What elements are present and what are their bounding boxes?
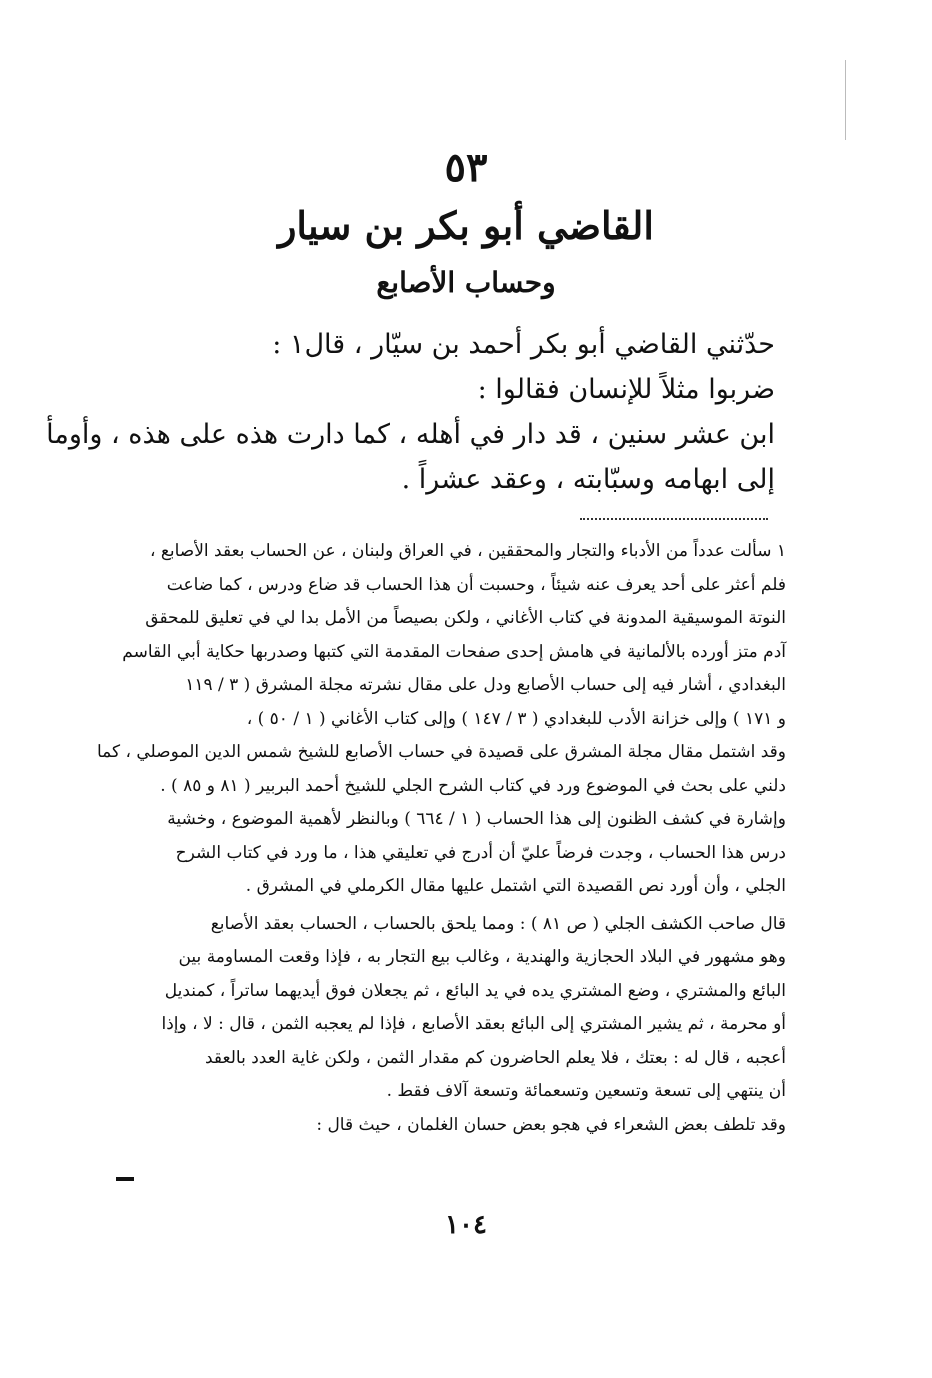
footnote-line: ١ سألت عدداً من الأدباء والتجار والمحققين ، في العراق ولبنان ، عن الحساب بعقد الأصابع ، (149, 541, 786, 561)
footnote-line: آدم متز أورده بالألمانية في هامش إحدى صفحات المقدمة التي كتبها وصدربها حكاية أبي القاسم (122, 641, 786, 662)
footnote-line: وإشارة في كشف الظنون إلى هذا الحساب ( ١ / ٦٦٤ ) وبالنظر لأهمية الموضوع ، وخشية (167, 809, 786, 829)
main-text (46, 322, 775, 502)
footnote-line: وهو مشهور في البلاد الحجازية والهندية ، وغالب بيع التجار به ، فإذا وقعت المساومة بين (178, 947, 786, 967)
footnote-line: فلم أعثر على أحد يعرف عنه شيئاً ، وحسبت أن هذا الحساب قد ضاع ودرس ، كما ضاعت (166, 574, 786, 595)
footnote-line: البائع والمشتري ، وضع المشتري يده في يد البائع ، ثم يجعلان فوق أيديهما ساتراً ، كمنديل (164, 980, 786, 1001)
footnote-line: قال صاحب الكشف الجلي ( ص ٨١ ) : ومما يلحق بالحساب ، الحساب بعقد الأصابع (210, 913, 786, 934)
page-number: ١٠٤ (445, 1210, 487, 1240)
footnote-divider (580, 518, 768, 520)
body-line: ابن عشر سنين ، قد دار في أهله ، كما دارت هذه على هذه ، وأومأ (46, 419, 775, 450)
margin-mark (845, 60, 846, 140)
footnote-line: أعجبه ، قال له : بعتك ، فلا يعلم الحاضرون كم مقدار الثمن ، ولكن غاية العدد بالعقد (204, 1047, 786, 1068)
footnotes (96, 535, 786, 1142)
footnote-line: درس هذا الحساب ، وجدت فرضاً عليّ أن أدرج في تعليقي هذا ، ما ورد في كتاب الشرح (175, 842, 786, 863)
footnote-line: البغدادي ، أشار فيه إلى حساب الأصابع ودل على مقال نشرته مجلة المشرق ( ٣ / ١١٩ (185, 675, 786, 695)
body-line: ضربوا مثلاً للإنسان فقالوا : (477, 374, 775, 405)
footnote-line: النوتة الموسيقية المدونة في كتاب الأغاني ، ولكن بصيصاً من الأمل بدا لي في تعليق للمحقق (145, 608, 786, 628)
footnote-line: وقد اشتمل مقال مجلة المشرق على قصيدة في حساب الأصابع للشيخ شمس الدين الموصلي ، كما (96, 742, 786, 762)
footnote-line: وقد تلطف بعض الشعراء في هجو بعض حسان الغلمان ، حيث قال : (316, 1114, 786, 1135)
footnote-line: أن ينتهي إلى تسعة وتسعين وتسعمائة وتسعة آلاف فقط . (386, 1081, 786, 1101)
body-line: حدّثني القاضي أبو بكر أحمد بن سيّار ، قال١ : (272, 329, 775, 360)
chapter-subtitle: وحساب الأصابع (376, 266, 556, 299)
footnote-line: أو محرمة ، ثم يشير المشتري إلى البائع بعقد الأصابع ، فإذا لم يعجبه الثمن ، قال : لا ، وإذا (161, 1014, 786, 1034)
footnote-line: الجلي ، وأن أورد نص القصيدة التي اشتمل عليها مقال الكرملي في المشرق . (245, 876, 786, 896)
footnote-line: و ١٧١ ) وإلى خزانة الأدب للبغدادي ( ٣ / ١٤٧ ) وإلى كتاب الأغاني ( ١ / ٥٠ ) ، (246, 708, 786, 729)
footnote-line: دلني على بحث في الموضوع ورد في كتاب الشرح الجلي للشيخ أحمد البربير ( ٨١ و ٨٥ ) . (160, 775, 786, 796)
chapter-number: ٥٣ (444, 144, 488, 191)
chapter-title: القاضي أبو بكر بن سيار (278, 203, 654, 248)
body-line: إلى ابهامه وسبّابته ، وعقد عشراً . (401, 464, 775, 495)
continuation-dash (116, 1177, 134, 1181)
